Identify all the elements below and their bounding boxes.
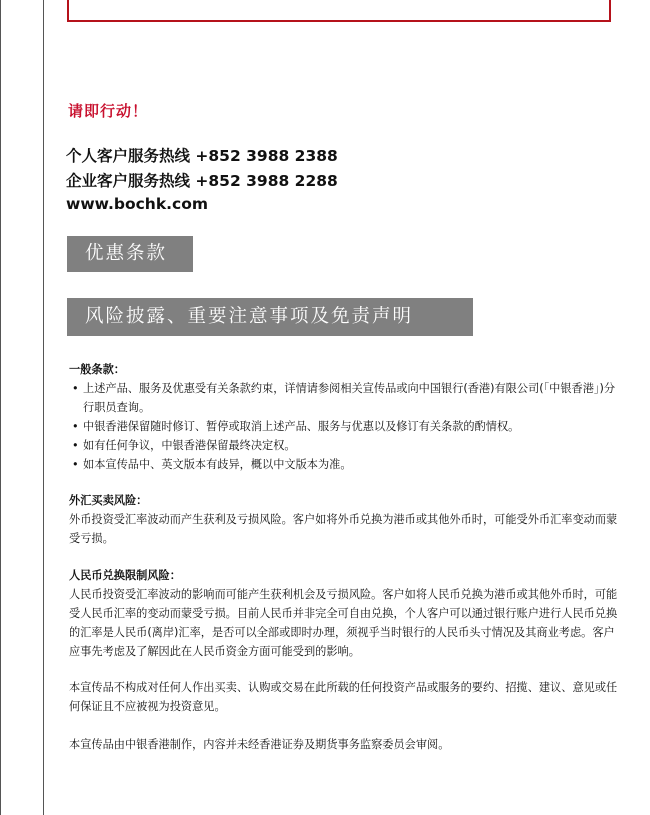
offers-terms-heading[interactable]: 优惠条款 <box>67 236 193 272</box>
fx-risk-title: 外汇买卖风险： <box>69 494 148 507</box>
production-note: 本宣传品由中银香港制作，内容并未经香港证券及期货事务监察委员会审阅。 <box>69 738 450 751</box>
general-term-item: • 如本宣传品中、英文版本有歧异，概以中文版本为准。 <box>69 455 621 474</box>
terms-body <box>69 360 621 754</box>
general-term-item: • 中银香港保留随时修订、暂停或取消上述产品、服务与优惠以及修订有关条款的酌情权。 <box>69 417 621 436</box>
bullet-icon: • <box>72 439 79 452</box>
red-outline-box <box>67 0 611 22</box>
general-term-item: • 上述产品、服务及优惠受有关条款约束，详情请参阅相关宣传品或向中国银行(香港)有限公司(「中银香港」)分行职员查询。 <box>69 379 621 417</box>
corporate-hotline: 企业客户服务热线 +852 3988 2288 <box>66 172 338 190</box>
personal-hotline: 个人客户服务热线 +852 3988 2388 <box>66 147 338 165</box>
risk-disclosure-heading[interactable]: 风险披露、重要注意事项及免责声明 <box>67 298 473 336</box>
general-terms-list <box>69 379 621 474</box>
general-term-item: • 如有任何争议，中银香港保留最终决定权。 <box>69 436 621 455</box>
website-link[interactable]: www.bochk.com <box>66 195 209 213</box>
fx-risk-text: 外币投资受汇率波动而产生获利及亏损风险。客户如将外币兑换为港币或其他外币时，可能受外币汇率变动而蒙受亏损。 <box>69 513 618 545</box>
rmb-risk-title: 人民币兑换限制风险： <box>69 569 181 582</box>
rmb-risk-text: 人民币投资受汇率波动的影响而可能产生获利机会及亏损风险。客户如将人民币兑换为港币或其他外币时，可能受人民币汇率的变动而蒙受亏损。目前人民币并非完全可自由兑换，个人客户可以通过银行账户进行人民币兑换的汇率是人民币(离岸)汇率，是否可以全部或即时办理，须视乎当时银行的人民币头寸情况及其商业考虑。客户应事先考虑及了解因此在人民币资金方面可能受到的影响。 <box>69 588 618 658</box>
bullet-icon: • <box>72 382 79 395</box>
general-terms-title: 一般条款： <box>69 363 125 376</box>
call-to-action: 请即行动！ <box>68 102 149 120</box>
bullet-icon: • <box>72 458 79 471</box>
disclaimer-text: 本宣传品不构成对任何人作出买卖、认购或交易在此所载的任何投资产品或服务的要约、招揽、建议、意见或任何保证且不应被视为投资意见。 <box>69 681 618 713</box>
bullet-icon: • <box>72 420 79 433</box>
page-border-left <box>0 0 1 815</box>
page-border-inner <box>43 0 44 815</box>
